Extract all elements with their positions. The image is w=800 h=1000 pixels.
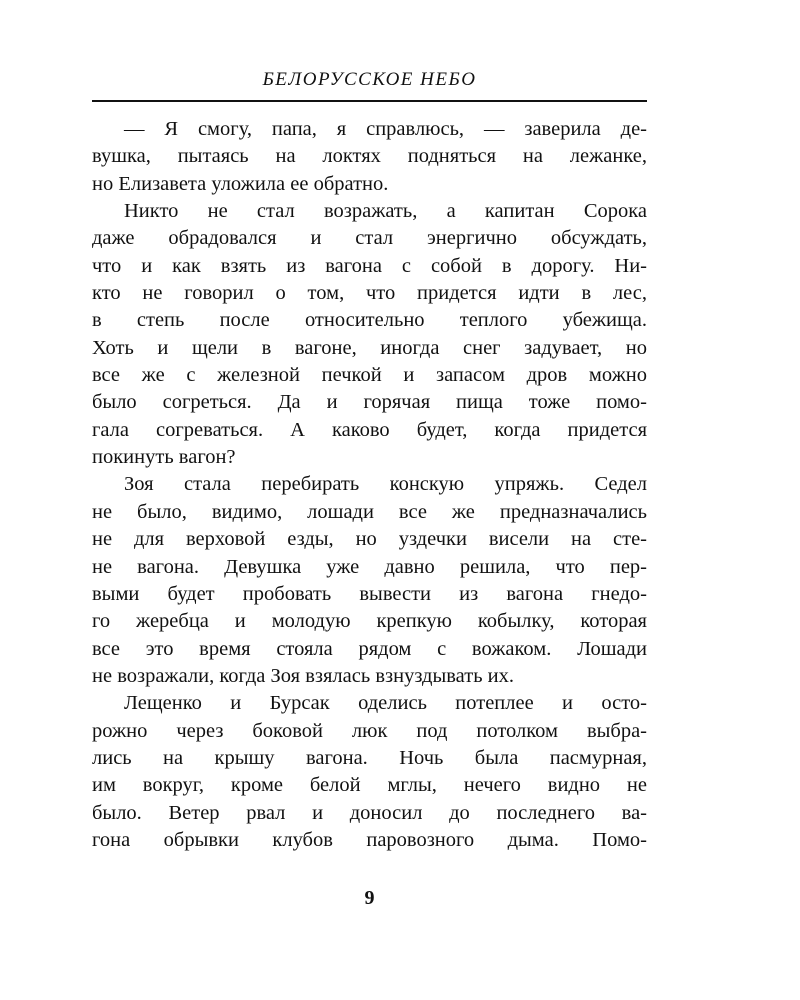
text-line: рожно через боковой люк под потолком выбра- [92, 719, 647, 742]
text-line: покинуть вагон? [92, 446, 236, 469]
text-line: гала согреваться. А каково будет, когда придется [92, 418, 647, 441]
text-line: но Елизавета уложила ее обратно. [92, 172, 389, 195]
text-line: лись на крышу вагона. Ночь была пасмурная, [92, 746, 647, 769]
text-line: что и как взять из вагона с собой в дорогу. Ни- [92, 254, 647, 277]
text-line: Хоть и щели в вагоне, иногда снег задувает, но [92, 336, 647, 359]
text-line: го жеребца и молодую крепкую кобылку, которая [92, 610, 647, 633]
text-line: даже обрадовался и стал энергично обсуждать, [92, 227, 647, 250]
text-line: было. Ветер рвал и доносил до последнего ва- [92, 801, 647, 824]
text-line: не вагона. Девушка уже давно решила, что пер- [92, 555, 647, 578]
page-number: 9 [364, 887, 375, 909]
text-line: Лещенко и Бурсак оделись потеплее и осто- [124, 692, 647, 715]
text-line: гона обрывки клубов паровозного дыма. Помо- [92, 828, 647, 851]
text-line: кто не говорил о том, что придется идти в лес, [92, 282, 647, 305]
body-text [92, 116, 647, 854]
header-rule [92, 100, 647, 102]
text-line: — Я смогу, папа, я справлюсь, — заверила де- [124, 118, 647, 140]
running-header-title: БЕЛОРУССКОЕ НЕБО [262, 69, 477, 90]
text-line: все же с железной печкой и запасом дров можно [92, 364, 647, 387]
text-line: не возражали, когда Зоя взялась взнуздывать их. [92, 664, 515, 687]
text-line: не для верховой езды, но уздечки висели на сте- [92, 528, 647, 551]
text-line: все это время стояла рядом с вожаком. Лошади [92, 637, 647, 660]
text-line: в степь после относительно теплого убежища. [92, 309, 647, 332]
text-line: Зоя стала перебирать конскую упряжь. Седел [124, 473, 647, 496]
text-line: им вокруг, кроме белой мглы, нечего видно не [92, 774, 647, 797]
text-line: вушка, пытаясь на локтях подняться на лежанке, [92, 145, 647, 168]
text-line: Никто не стал возражать, а капитан Сорока [124, 200, 647, 223]
text-line: выми будет пробовать вывести из вагона гнедо- [92, 582, 647, 605]
text-line: было согреться. Да и горячая пища тоже помо- [92, 391, 647, 414]
text-line: не было, видимо, лошади все же предназначались [92, 500, 647, 523]
